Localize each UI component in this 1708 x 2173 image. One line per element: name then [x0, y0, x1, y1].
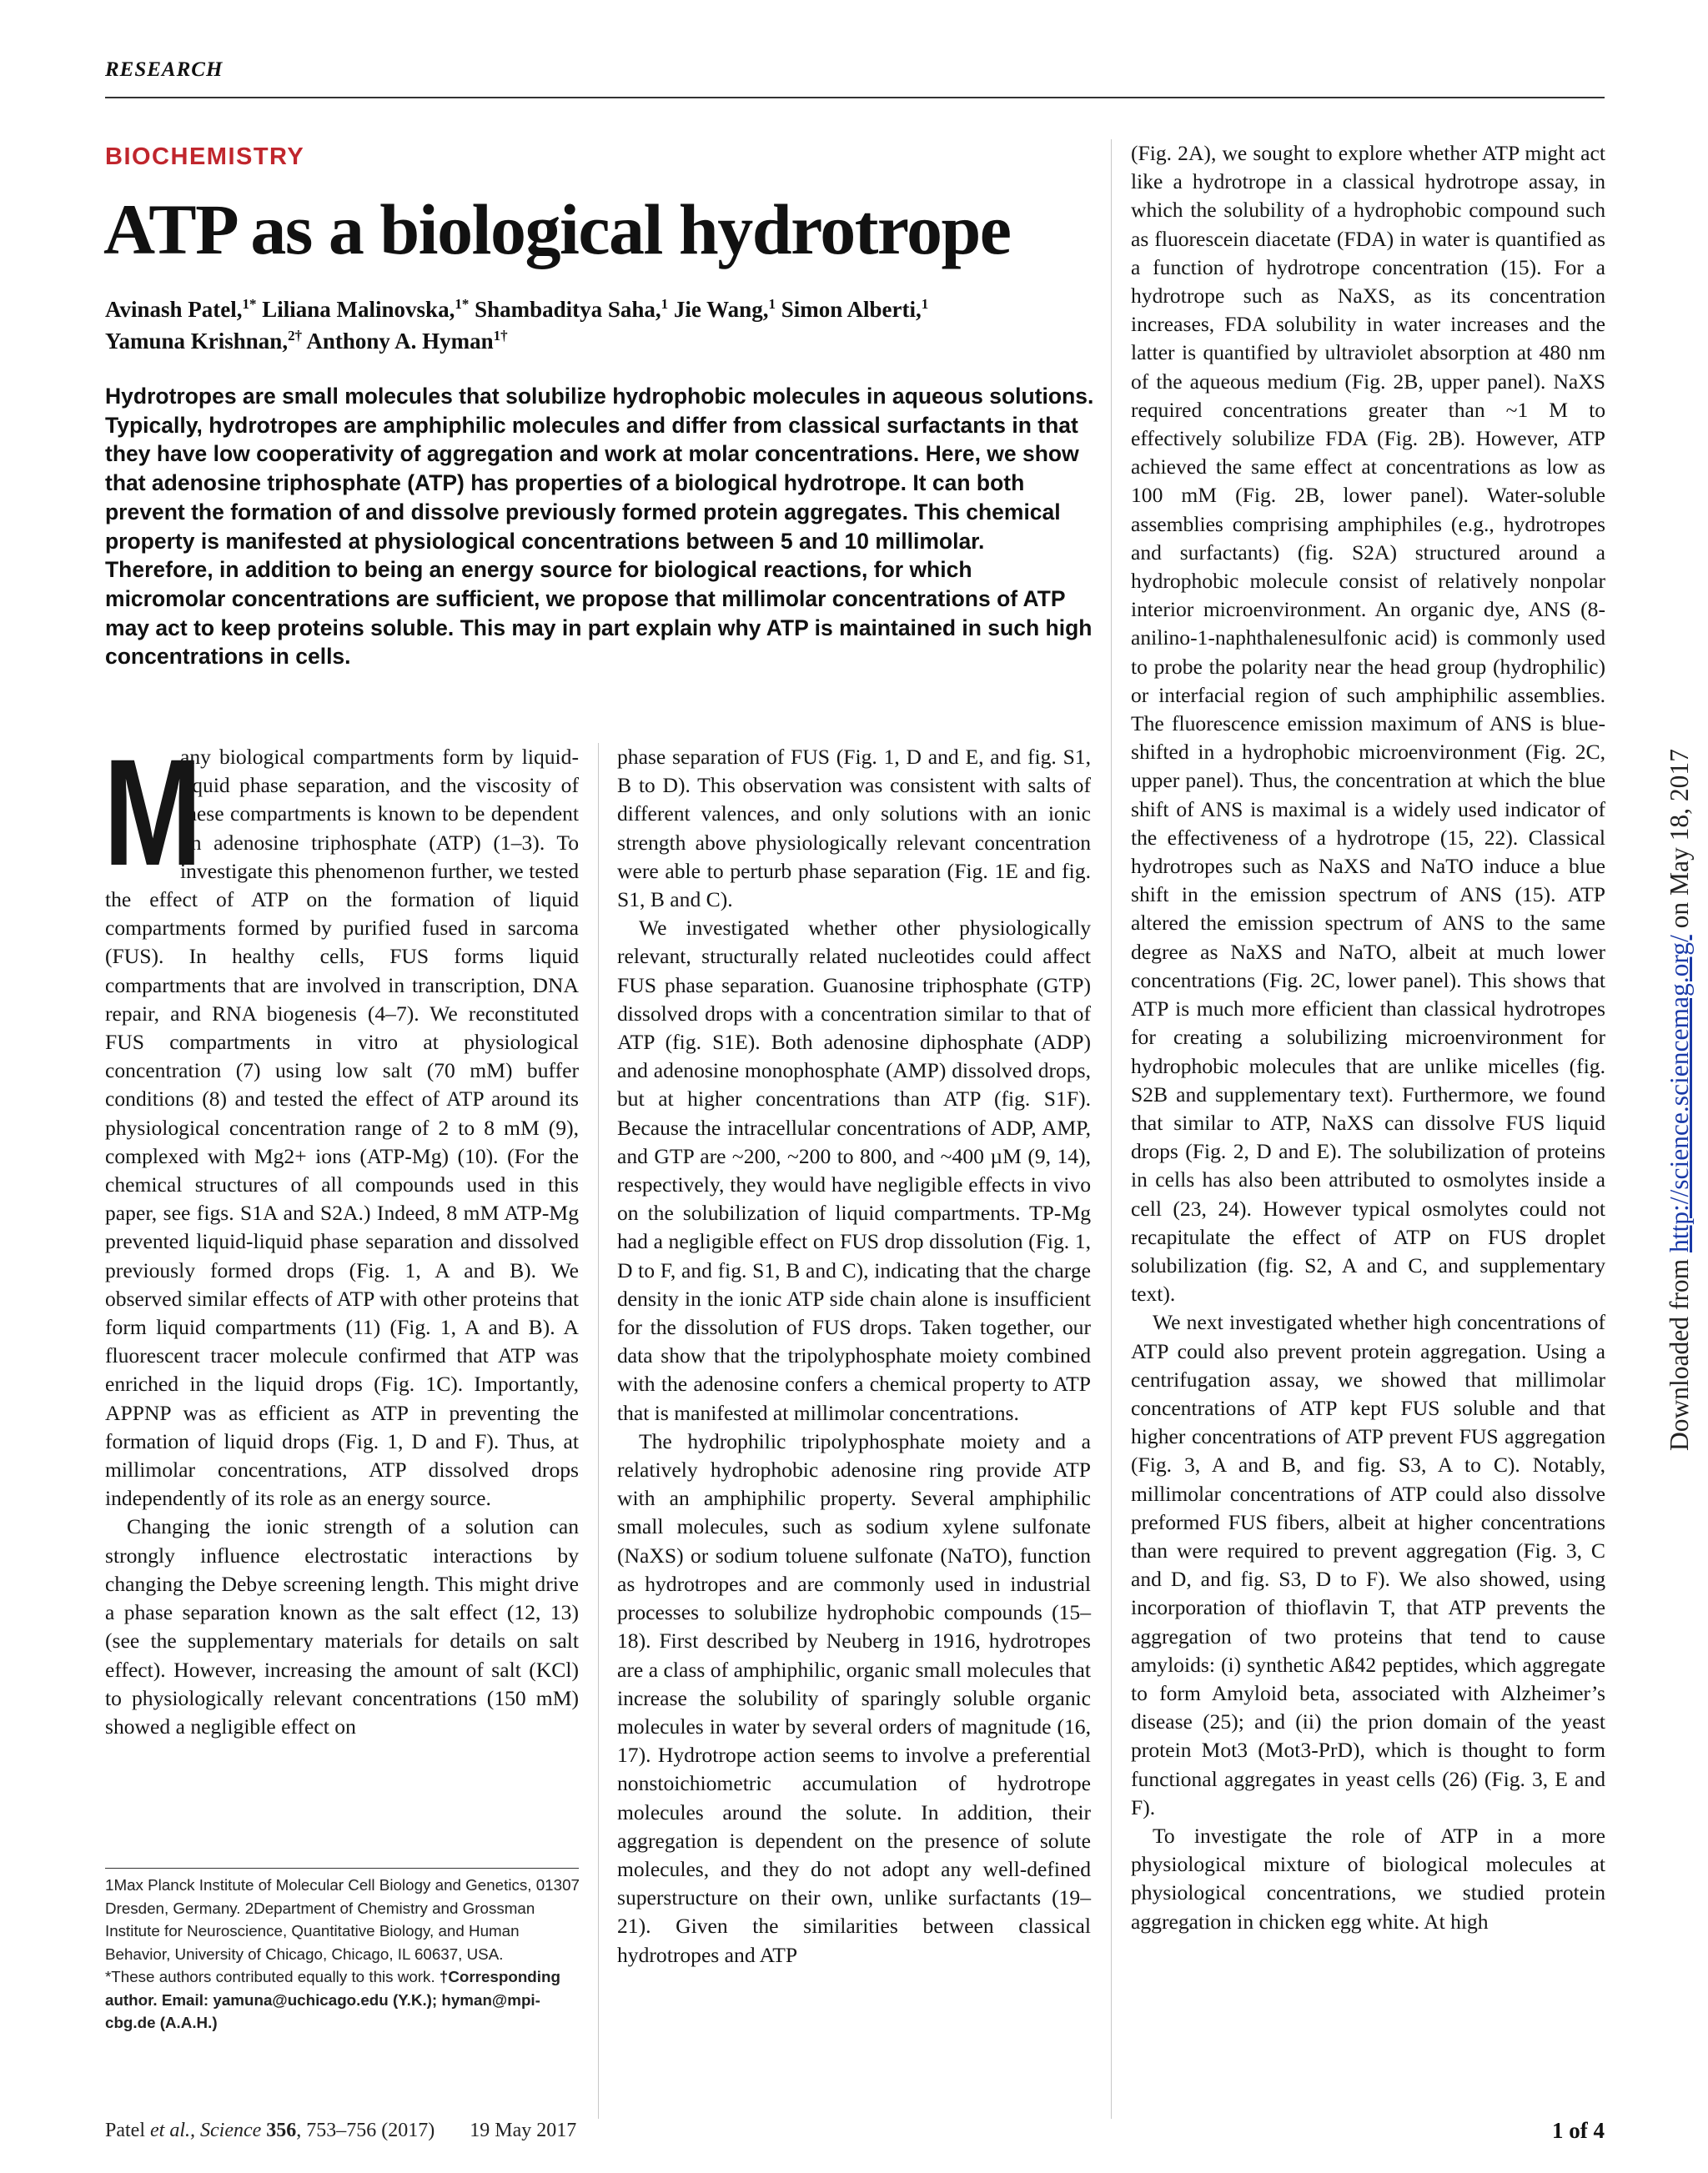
author: Avinash Patel,$^{1*}$	[105, 296, 257, 322]
download-sidebar: Downloaded from http://science.sciencemag.org/ on May 18, 2017	[1665, 749, 1694, 1451]
paragraph: We investigated whether other physiologically relevant, structurally related nucleotides could affect FUS phase separation. Guanosine triphosphate (GTP) dissolved drops with a concentration similar to that of ATP (fig. S1E). Both adenosine diphosphate (ADP) and adenosine monophosphate (AMP) dissolved drops, but at higher concentrations than ATP (fig. S1F). Because the intracellular concentrations of ADP, AMP, and GTP are ~200, ~200 to 800, and ~400 µM (9, 14), respectively, they would have negligible effects in vivo on the solubilization of liquid compartments. TP-Mg had a negligible effect on FUS drop dissolution (Fig. 1, D to F, and fig. S1, B and C), indicating that the charge density in the ionic ATP side chain alone is insufficient for the dissolution of FUS drops. Taken together, our data show that the tripolyphosphate moiety combined with the adenosine confers a chemical property to ATP that is manifested at millimolar concentrations.	[617, 916, 1091, 1425]
footnote-text	[105, 1965, 580, 2035]
drop-cap: M	[103, 727, 200, 897]
body-column-1	[103, 727, 579, 1741]
paragraph: phase separation of FUS (Fig. 1, D and E, and fig. S1, B to D). This observation was consistent with salts of different valences, and only solutions with an ionic strength above physiologically relevant concentration were able to perturb phase separation (Fig. 1E and fig. S1, B and C).	[617, 745, 1091, 912]
footnote-rule	[105, 1868, 579, 1869]
corresponding-author-note: †Corresponding author. Email: yamuna@uchicago.edu (Y.K.); hyman@mpi-cbg.de (A.A.H.)	[105, 1968, 560, 2031]
equal-contribution-note: *These authors contributed equally to this work.	[105, 1968, 435, 1985]
affiliations: 1Max Planck Institute of Molecular Cell Biology and Genetics, 01307 Dresden, Germany. 2Department of Chemistry and Grossman Institute for Neuroscience, Quantitative Biology, and Human Behavior, University of Chicago, Chicago, IL 60637, USA.	[105, 1876, 580, 1963]
author: Shambaditya Saha,$^1$	[475, 296, 669, 322]
page-footer	[105, 2120, 576, 2142]
footer-date: 19 May 2017	[470, 2120, 577, 2141]
author: Simon Alberti,$^1$	[781, 296, 929, 322]
download-link[interactable]: http://science.sciencemag.org/	[1665, 935, 1694, 1253]
author: Liliana Malinovska,$^{1*}$	[262, 296, 470, 322]
paragraph: any biological compartments form by liquid-liquid phase separation, and the viscosity of these compartments is known to be dependent on adenosine triphosphate (ATP) (1–3). To investigate this phenomenon further, we tested the effect of ATP on the formation of liquid compartments formed by purified fused in sarcoma (FUS). In healthy cells, FUS forms liquid compartments that are involved in transcription, DNA repair, and RNA biogenesis (4–7). We reconstituted FUS compartments in vitro at physiological concentration (7) using low salt (70 mM) buffer conditions (8) and tested the effect of ATP around its physiological concentration range of 2 to 8 mM (9), complexed with Mg2+ ions (ATP-Mg) (10). (For the chemical structures of all compounds used in this paper, see figs. S1A and S2A.) Indeed, 8 mM ATP-Mg prevented liquid-liquid phase separation and dissolved previously formed drops (Fig. 1, A and B). We observed similar effects of ATP with other proteins that form liquid compartments (11) (Fig. 1, A and B). A fluorescent tracer molecule confirmed that ATP was enriched in the liquid drops (Fig. 1C). Importantly, APPNP was as efficient as ATP in preventing the formation of liquid drops (Fig. 1, D and F). Thus, at millimolar concentrations, ATP dissolved drops independently of its role as an energy source.	[105, 745, 579, 1511]
column-divider	[598, 743, 599, 2119]
header-rule	[105, 97, 1605, 98]
footnotes	[105, 1874, 580, 2035]
paragraph: (Fig. 2A), we sought to explore whether ATP might act like a hydrotrope in a classical hydrotrope assay, in which the solubility of a hydrophobic compound such as fluorescein diacetate (FDA) in water is quantified as a function of hydrotrope concentration (15). For a hydrotrope such as NaXS, as its concentration increases, FDA solubility in water increases and the latter is quantified by ultraviolet absorption at 480 nm of the aqueous medium (Fig. 2B, upper panel). NaXS required concentrations greater than ~1 M to effectively solubilize FDA (Fig. 2B). However, ATP achieved the same effect at concentrations as low as 100 mM (Fig. 2B, lower panel). Water-soluble assemblies comprising amphiphiles (e.g., hydrotropes and surfactants) (fig. S2A) structured around a hydrophobic molecule consist of relatively nonpolar interior microenvironment. An organic dye, ANS (8-anilino-1-naphthalenesulfonic acid) is commonly used to probe the polarity near the head group (hydrophilic) or interfacial region of such amphiphilic assemblies. The fluorescence emission maximum of ANS is blue-shifted in a hydrophobic microenvironment (Fig. 2C, upper panel). Thus, the concentration at which the blue shift of ANS is maximal is a widely used indicator of the effectiveness of a hydrotrope (15, 22). Classical hydrotropes such as NaXS and NaTO induce a blue shift in the emission spectrum of ANS (15). ATP altered the emission spectrum of ANS to the same degree as NaXS and NaTO, albeit at much lower concentrations (Fig. 2C, lower panel). This shows that ATP is much more efficient than classical hydrotropes for creating a solubilizing microenvironment for hydrophobic molecules that are unlike micelles (fig. S2B and supplementary text). Furthermore, we found that similar to ATP, NaXS can dissolve FUS liquid drops (Fig. 2, D and E). The solubilization of proteins in cells has also been attributed to osmolytes inside a cell (23, 24). However typical osmolytes could not recapitulate the effect of ATP on FUS droplet solubilization (fig. S2, A and C, and supplementary text).	[1131, 141, 1605, 1307]
article-title: ATP as a biological hydrotrope	[103, 189, 1011, 269]
footer-citation: Patel et al., Science 356, 753–756 (2017)	[105, 2120, 435, 2141]
paragraph: We next investigated whether high concentrations of ATP could also prevent protein aggregation. Using a centrifugation assay, we showed that millimolar concentrations of ATP kept FUS soluble and that higher concentrations of ATP prevent FUS aggregation (Fig. 3, A and B, and fig. S3, A to C). Notably, millimolar concentrations of ATP could also dissolve preformed FUS fibers, albeit at higher concentrations than were required to prevent aggregation (Fig. 3, C and D, and fig. S3, D to F). We also showed, using incorporation of thioflavin T, that ATP prevents the aggregation of two proteins that tend to cause amyloids: (i) synthetic Aß42 peptides, which aggregate to form Amyloid beta, associated with Alzheimer’s disease (25); and (ii) the prion domain of the yeast protein Mot3 (Mot3-PrD), which is thought to form functional aggregates in yeast cells (26) (Fig. 3, E and F).	[1131, 1310, 1605, 1819]
paragraph: Changing the ionic strength of a solution can strongly influence electrostatic interactions by changing the Debye screening length. This might drive a phase separation known as the salt effect (12, 13) (see the supplementary materials for details on salt effect). However, increasing the amount of salt (KCl) to physiologically relevant concentrations (150 mM) showed a negligible effect on	[105, 1514, 579, 1739]
paragraph: The hydrophilic tripolyphosphate moiety and a relatively hydrophobic adenosine ring provide ATP with an amphiphilic property. Several amphiphilic small molecules, such as sodium xylene sulfonate (NaXS) or sodium toluene sulfonate (NaTO), function as hydrotropes and are commonly used in industrial processes to solubilize hydrophobic compounds (15–18). First described by Neuberg in 1916, hydrotropes are a class of amphiphilic, organic small molecules that increase the solubility of sparingly soluble organic molecules in water by several orders of magnitude (16, 17). Hydrotrope action seems to involve a preferential nonstoichiometric accumulation of hydrotrope molecules around the solute. In addition, their aggregation is dependent on the presence of solute molecules, and they do not adopt any well-defined superstructure on their own, unlike surfactants (19–21). Given the similarities between classical hydrotropes and ATP	[617, 1428, 1091, 1967]
paragraph: To investigate the role of ATP in a more physiological mixture of biological molecules at physiological concentrations, we studied protein aggregation in chicken egg white. At high	[1131, 1823, 1605, 1934]
section-label: BIOCHEMISTRY	[105, 143, 305, 170]
author-list	[105, 294, 1089, 357]
author: Anthony A. Hyman$^{1\dagger}$	[306, 328, 508, 354]
author: Jie Wang,$^1$	[673, 296, 776, 322]
running-head: RESEARCH	[105, 58, 224, 81]
abstract: Hydrotropes are small molecules that solubilize hydrophobic molecules in aqueous solutions. Typically, hydrotropes are amphiphilic molecules and differ from classical surfactants in that they have low cooperativity of aggregation and work at molar concentrations. Here, we show that adenosine triphosphate (ATP) has properties of a biological hydrotrope. It can both prevent the formation of and dissolve previously formed protein aggregates. This chemical property is manifested at physiological concentrations between 5 and 10 millimolar. Therefore, in addition to being an energy source for biological reactions, for which micromolar concentrations are sufficient, we propose that millimolar concentrations of ATP may act to keep proteins soluble. This may in part explain why ATP is maintained in such high concentrations in cells.	[105, 384, 1094, 670]
body-column-2	[617, 743, 1091, 1970]
column-divider	[1111, 139, 1112, 2119]
body-column-3	[1131, 139, 1605, 1936]
page-number: 1 of 4	[1552, 2118, 1605, 2143]
author: Yamuna Krishnan,$^{2\dagger}$	[105, 328, 303, 354]
